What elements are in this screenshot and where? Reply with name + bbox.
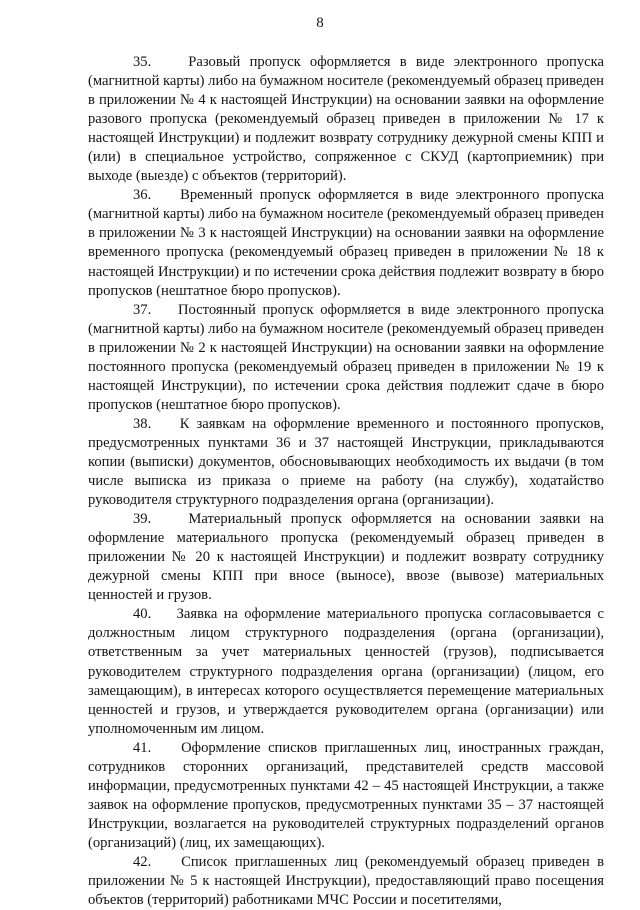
paragraph-text: Временный пропуск оформляется в виде электронного пропуска (магнитной карты) либо на бумажном носителе (рекомендуемый образец приведен в приложении № 3 к настоящей Инструкции) на основании заявки на оформление временного пропуска (рекомендуемый образец приведен в приложении № 18 к настоящей Инструкции) и по истечении срока действия подлежит возврату в бюро пропусков (нештатное бюро пропусков). — [88, 187, 605, 299]
paragraph-text: Материальный пропуск оформляется на основании заявки на оформление материального пропуска (рекомендуемый образец приведен в приложении № 20 к настоящей Инструкции) и подлежит возврату сотруднику дежурной смены КПП при вносе (выносе), ввозе (вывозе) материальных ценностей и грузов. — [88, 511, 604, 604]
paragraph-text: Постоянный пропуск оформляется в виде электронного пропуска (магнитной карты) либо на бумажном носителе (рекомендуемый образец приведен в приложении № 2 к настоящей Инструкции) на основании заявки на оформление постоянного пропуска (рекомендуемый образец приведен в приложении № 19 к настоящей Инструкции), по истечении срока действия подлежит сдаче в бюро пропусков (нештатное бюро пропусков). — [88, 301, 604, 413]
paragraph-35 — [88, 53, 604, 186]
document-body — [88, 53, 604, 910]
paragraph-39 — [88, 510, 604, 605]
paragraph-number: 37. — [133, 301, 152, 318]
paragraph-38 — [88, 415, 604, 510]
paragraph-text: Разовый пропуск оформляется в виде электронного пропуска (магнитной карты) либо на бумажном носителе (рекомендуемый образец приведен в приложении № 4 к настоящей Инструкции) на основании заявки на оформление разового пропуска (рекомендуемый образец приведен в приложении № 17 к настоящей Инструкции) и подлежит возврату сотруднику дежурной смены КПП и (или) в специальное устройство, сопряженное с СКУД (картоприемник) при выходе (выезде) с объектов (территорий). — [88, 54, 604, 185]
paragraph-text: Заявка на оформление материального пропуска согласовывается с должностным лицом структурного подразделения (органа (организации), ответственным за учет материальных ценностей (грузов), подписывается руководителем структурного подразделения органа (организации) (лицом, его замещающим), в интересах которого осуществляется перемещение материальных ценностей и грузов, и утверждается руководителем органа (организации) или уполномоченным им лицом. — [88, 606, 604, 737]
paragraph-number: 39. — [133, 511, 152, 528]
paragraph-text: К заявкам на оформление временного и постоянного пропусков, предусмотренных пунктами 36 и 37 настоящей Инструкции, прикладываются копии (выписки) документов, обосновывающих необходимость их выдачи (в том числе выписка из приказа о приеме на работу (на службу), ходатайство руководителя структурного подразделения органа (организации). — [88, 415, 605, 509]
paragraph-text: Список приглашенных лиц (рекомендуемый образец приведен в приложении № 5 к настоящей Инструкции), предоставляющий право посещения объектов (территорий) работниками МЧС России и посетителями, — [88, 853, 604, 909]
paragraph-41 — [88, 739, 604, 853]
paragraph-40 — [88, 605, 604, 738]
paragraph-37 — [88, 301, 604, 415]
paragraph-number: 42. — [133, 853, 152, 870]
paragraph-number: 36. — [133, 187, 152, 204]
paragraph-text: Оформление списков приглашенных лиц, иностранных граждан, сотрудников сторонних организаций, представителей средств массовой информации, предусмотренных пунктами 42 – 45 настоящей Инструкции, а также заявок на оформление пропусков, предусмотренных пунктами 35 – 37 настоящей Инструкции, возлагается на руководителей структурных подразделений органов (организаций) (лиц, их замещающих). — [88, 739, 604, 851]
paragraph-number: 40. — [133, 606, 152, 623]
paragraph-36 — [88, 186, 604, 300]
paragraph-number: 38. — [133, 415, 152, 432]
paragraph-number: 35. — [133, 54, 152, 70]
page-number: 8 — [316, 15, 324, 31]
paragraph-42 — [88, 853, 604, 910]
paragraph-number: 41. — [133, 739, 152, 756]
